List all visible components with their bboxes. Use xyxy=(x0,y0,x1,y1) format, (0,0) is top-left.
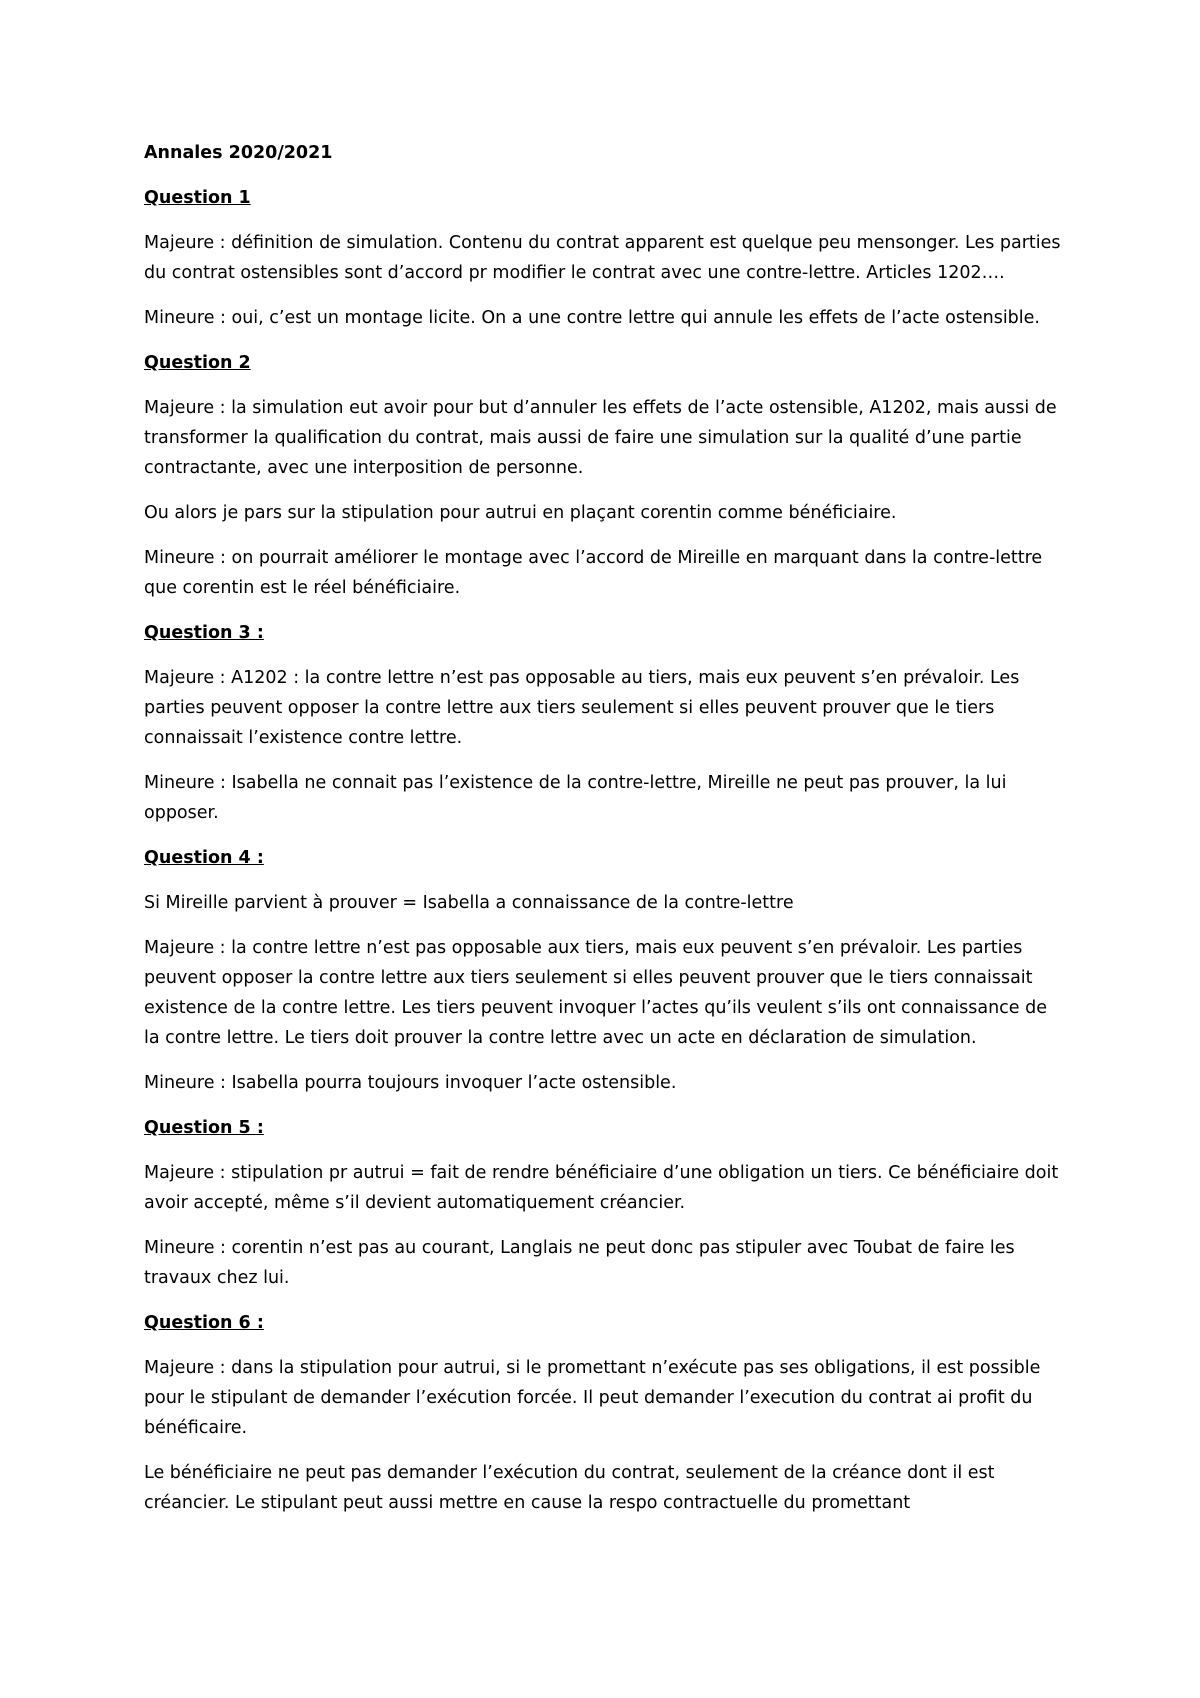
question-2-mineure: Mineure : on pourrait améliorer le montage avec l’accord de Mireille en marquant dans la contre-lettre que corentin est le réel bénéficiaire. xyxy=(144,548,1043,598)
question-2-section xyxy=(144,348,1064,603)
question-5-heading: Question 5 : xyxy=(144,1118,264,1138)
document-page xyxy=(144,138,1064,1533)
question-4-hypothesis: Si Mireille parvient à prouver = Isabella a connaissance de la contre-lettre xyxy=(144,893,794,913)
question-2-alternative: Ou alors je pars sur la stipulation pour autrui en plaçant corentin comme bénéficiaire. xyxy=(144,503,897,523)
question-5-section xyxy=(144,1113,1064,1293)
question-2-heading: Question 2 xyxy=(144,353,251,373)
question-1-majeure: Majeure : définition de simulation. Contenu du contrat apparent est quelque peu mensonger. Les parties du contrat ostensibles sont d’accord pr modifier le contrat avec une contre-lettre. Articles 1202…. xyxy=(144,233,1061,283)
question-5-majeure: Majeure : stipulation pr autrui = fait de rendre bénéficiaire d’une obligation un tiers. Ce bénéficiaire doit avoir accepté, même s’il devient automatiquement créancier. xyxy=(144,1163,1059,1213)
question-1-mineure: Mineure : oui, c’est un montage licite. On a une contre lettre qui annule les effets de l’acte ostensible. xyxy=(144,308,1040,328)
question-1-heading: Question 1 xyxy=(144,188,251,208)
question-6-majeure: Majeure : dans la stipulation pour autrui, si le promettant n’exécute pas ses obligations, il est possible pour le stipulant de demander l’exécution forcée. Il peut demander l’execution du contrat ai profit du bénéficaire. xyxy=(144,1358,1041,1438)
question-6-section xyxy=(144,1308,1064,1518)
question-2-majeure: Majeure : la simulation eut avoir pour but d’annuler les effets de l’acte ostensible, A1202, mais aussi de transformer la qualification du contrat, mais aussi de faire une simulation sur la qualité d’une partie contractante, avec une interposition de personne. xyxy=(144,398,1057,478)
question-6-beneficiaire: Le bénéficiaire ne peut pas demander l’exécution du contrat, seulement de la créance dont il est créancier. Le stipulant peut aussi mettre en cause la respo contractuelle du promettant xyxy=(144,1463,995,1513)
question-5-mineure: Mineure : corentin n’est pas au courant, Langlais ne peut donc pas stipuler avec Toubat de faire les travaux chez lui. xyxy=(144,1238,1015,1288)
question-4-mineure: Mineure : Isabella pourra toujours invoquer l’acte ostensible. xyxy=(144,1073,677,1093)
question-4-section xyxy=(144,843,1064,1098)
question-3-majeure: Majeure : A1202 : la contre lettre n’est pas opposable au tiers, mais eux peuvent s’en prévaloir. Les parties peuvent opposer la contre lettre aux tiers seulement si elles peuvent prouver que le tiers connaissait l’existence contre lettre. xyxy=(144,668,1020,748)
question-6-heading: Question 6 : xyxy=(144,1313,264,1333)
document-title: Annales 2020/2021 xyxy=(144,143,333,163)
question-4-majeure: Majeure : la contre lettre n’est pas opposable aux tiers, mais eux peuvent s’en prévaloir. Les parties peuvent opposer la contre lettre aux tiers seulement si elles peuvent prouver que le tiers connaissait existence de la contre lettre. Les tiers peuvent invoquer l’actes qu’ils veulent s’ils ont connaissance de la contre lettre. Le tiers doit prouver la contre lettre avec un acte en déclaration de simulation. xyxy=(144,938,1048,1048)
question-1-section xyxy=(144,183,1064,333)
question-3-section xyxy=(144,618,1064,828)
question-3-heading: Question 3 : xyxy=(144,623,264,643)
question-3-mineure: Mineure : Isabella ne connait pas l’existence de la contre-lettre, Mireille ne peut pas prouver, la lui opposer. xyxy=(144,773,1007,823)
question-4-heading: Question 4 : xyxy=(144,848,264,868)
